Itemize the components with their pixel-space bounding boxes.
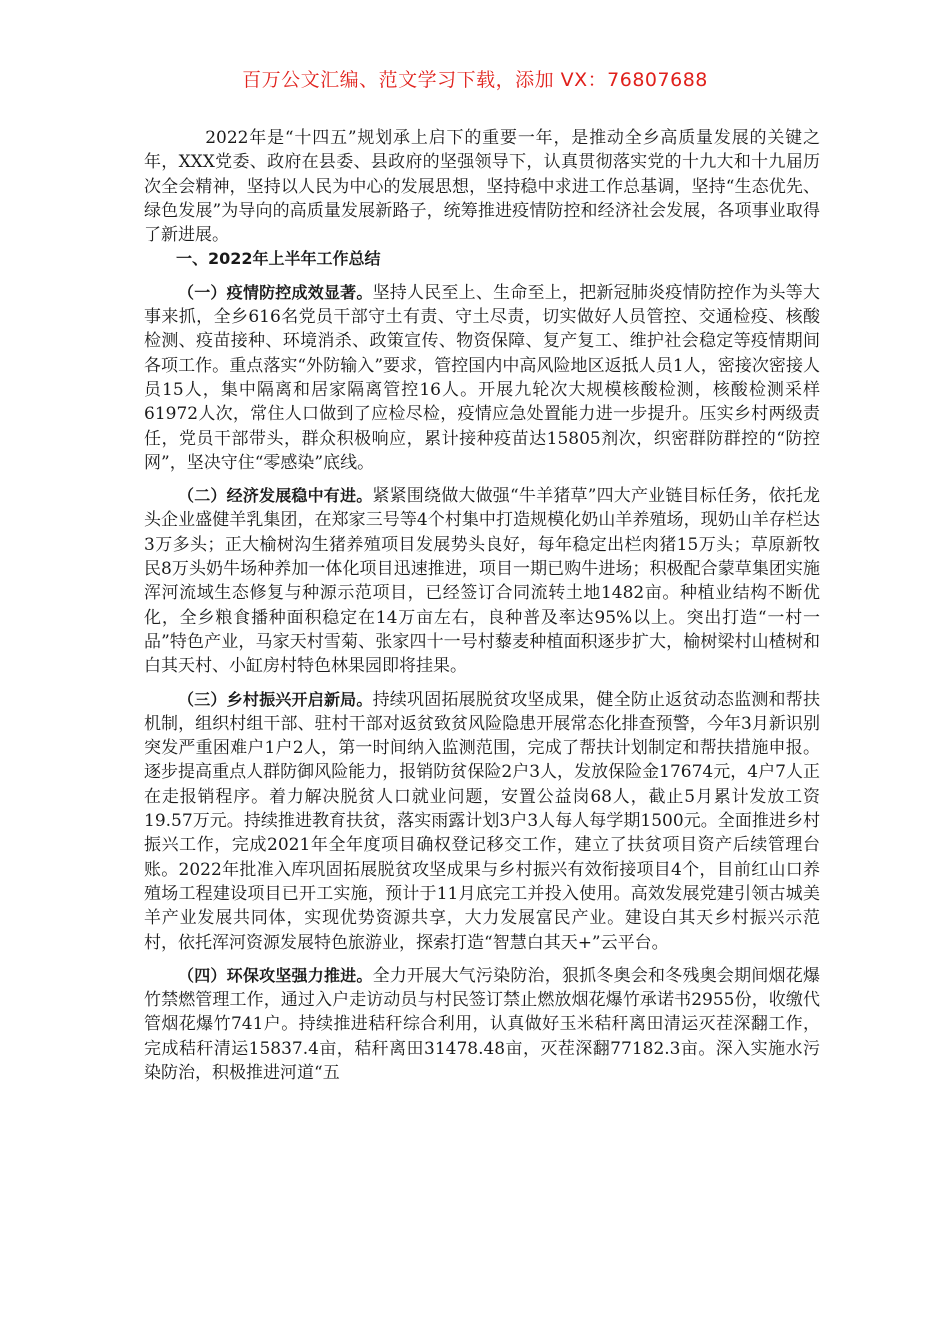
subsection-rural-revitalization (144, 688, 820, 955)
subsection-economy (144, 484, 820, 678)
download-banner: 百万公文汇编、范文学习下载，添加 VX：76807688 (242, 69, 708, 91)
subsection-body: 持续巩固拓展脱贫攻坚成果，健全防止返贫动态监测和帮扶机制，组织村组干部、驻村干部对返贫致贫风险隐患开展常态化排查预警，今年3月新识别突发严重困难户1户2人，第一时间纳入监测范围，完成了帮扶计划制定和帮扶措施申报。逐步提高重点人群防御风险能力，报销防贫保险2户3人，发放保险金17674元，4户7人正在走报销程序。着力解决脱贫人口就业问题，安置公益岗68人，截止5月累计发放工资19.57万元。持续推进教育扶贫，落实雨露计划3户3人每人每学期1500元。全面推进乡村振兴工作，完成2021年全年度项目确权登记移交工作，建立了扶贫项目资产后续管理台账。2022年批准入库巩固拓展脱贫攻坚成果与乡村振兴有效衔接项目4个，目前红山口养殖场工程建设项目已开工实施，预计于11月底完工并投入使用。高效发展党建引领古城美羊产业发展共同体，实现优势资源共享，大力发展富民产业。建设白其天乡村振兴示范村，依托浑河资源发展特色旅游业，探索打造“智慧白其天+”云平台。 (144, 689, 820, 953)
subsection-epidemic (144, 281, 820, 475)
section-heading: 一、2022年上半年工作总结 (176, 249, 381, 269)
subsection-body: 全力开展大气污染防治，狠抓冬奥会和冬残奥会期间烟花爆竹禁燃管理工作，通过入户走访动员与村民签订禁止燃放烟花爆竹承诺书2955份，收缴代管烟花爆竹741户。持续推进秸秆综合利用，认真做好玉米秸秆离田清运灭茬深翻工作，完成秸秆清运15837.4亩，秸秆离田31478.48亩，灭茬深翻77182.3亩。深入实施水污染防治，积极推进河道“五 (144, 965, 820, 1083)
subsection-environment (144, 964, 820, 1085)
intro-paragraph: 2022年是“十四五”规划承上启下的重要一年，是推动全乡高质量发展的关键之年，XXX党委、政府在县委、县政府的坚强领导下，认真贯彻落实党的十九大和十九届历次全会精神，坚持以人民为中心的发展思想，坚持稳中求进工作总基调，坚持“生态优先、绿色发展”为导向的高质量发展新路子，统筹推进疫情防控和经济社会发展，各项事业取得了新进展。 (144, 128, 820, 246)
subsection-lead: （二）经济发展稳中有进。 (178, 486, 373, 506)
subsection-body: 坚持人民至上、生命至上，把新冠肺炎疫情防控作为头等大事来抓，全乡616名党员干部守土有责、守土尽责，切实做好人员管控、交通检疫、核酸检测、疫苗接种、环境消杀、政策宣传、物资保障、复产复工、维护社会稳定等疫情期间各项工作。重点落实“外防输入”要求，管控国内中高风险地区返抵人员1人，密接次密接人员15人，集中隔离和居家隔离管控16人。开展九轮次大规模核酸检测，核酸检测采样61972人次，常住人口做到了应检尽检，疫情应急处置能力进一步提升。压实乡村两级责任，党员干部带头，群众积极响应，累计接种疫苗达15805剂次，织密群防群控的“防控网”，坚决守住“零感染”底线。 (144, 282, 820, 473)
document-body (144, 126, 820, 1094)
subsection-lead: （四）环保攻坚强力推进。 (178, 965, 373, 985)
subsection-lead: （一）疫情防控成效显著。 (178, 282, 373, 302)
subsection-body: 紧紧围绕做大做强“牛羊猪草”四大产业链目标任务，依托龙头企业盛健羊乳集团，在郑家三号等4个村集中打造规模化奶山羊养殖场，现奶山羊存栏达3万多头；正大榆树沟生猪养殖项目发展势头良好，每年稳定出栏肉猪15万头；草原新牧民8万头奶牛场种养加一体化项目迅速推进，项目一期已购牛进场；积极配合蒙草集团实施浑河流域生态修复与种源示范项目，已经签订合同流转土地1482亩。种植业结构不断优化，全乡粮食播种面积稳定在14万亩左右，良种普及率达95%以上。突出打造“一村一品”特色产业，马家天村雪菊、张家四十一号村藜麦种植面积逐步扩大，榆树梁村山楂树和白其天村、小缸房村特色林果园即将挂果。 (144, 486, 820, 677)
subsection-lead: （三）乡村振兴开启新局。 (178, 689, 373, 709)
